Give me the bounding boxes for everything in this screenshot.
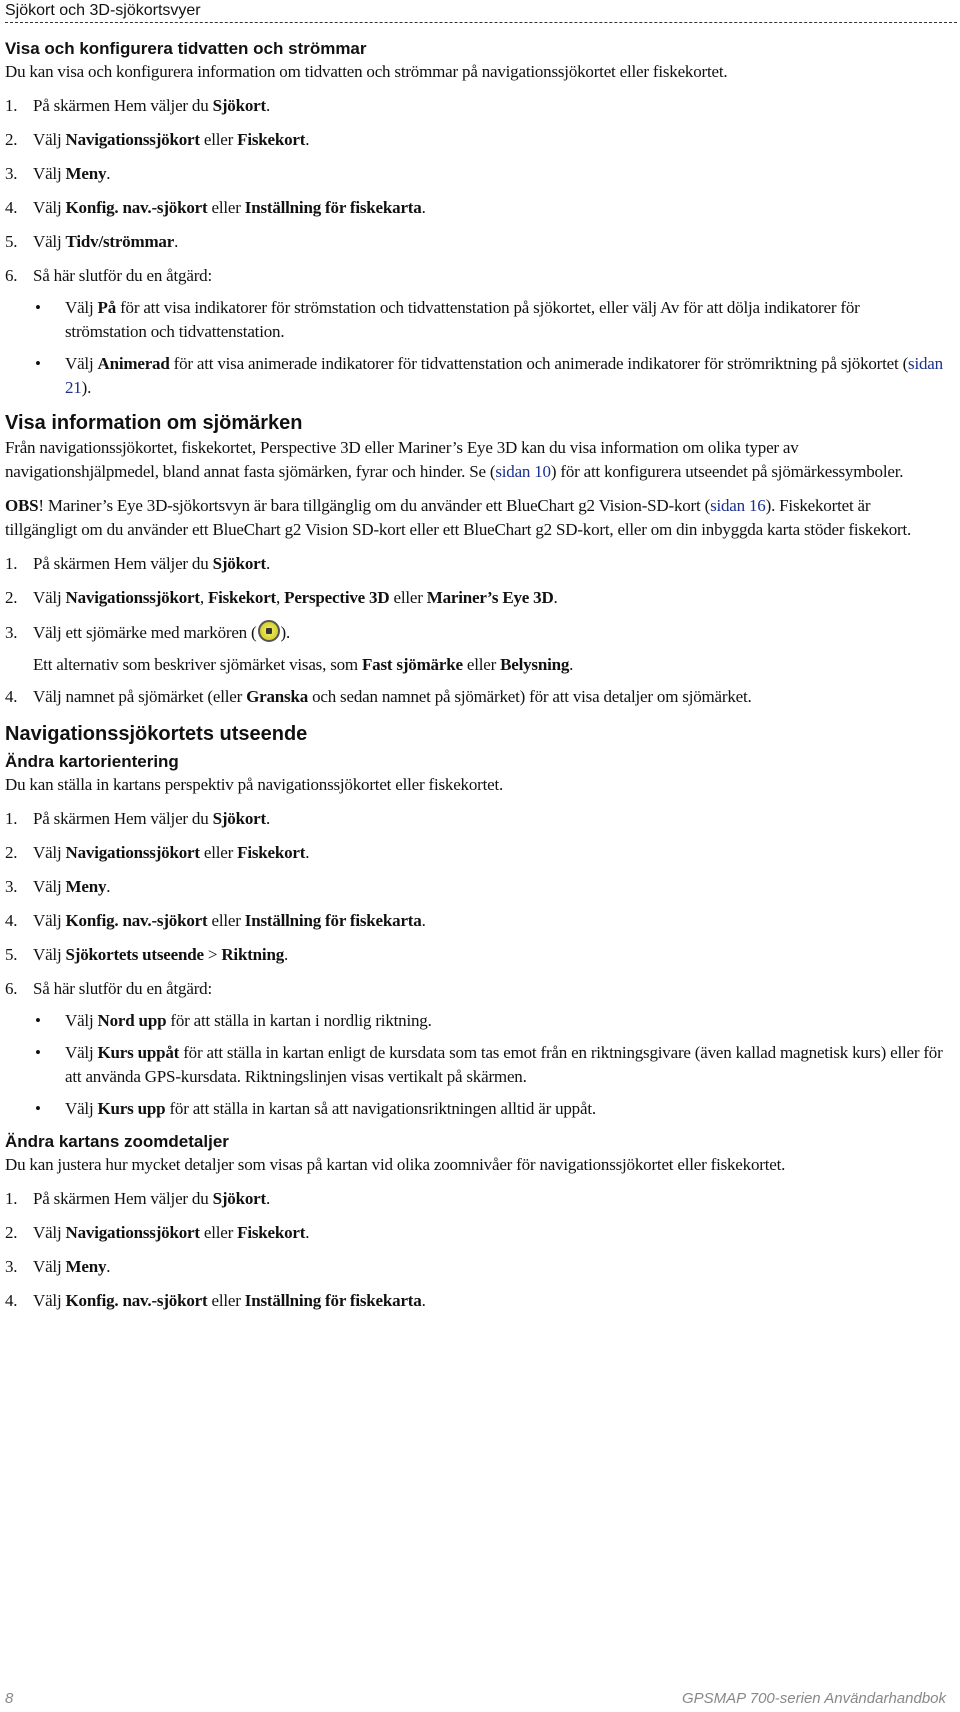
page-header bbox=[5, 0, 957, 24]
section-intro: Du kan ställa in kartans perspektiv på navigationssjökortet eller fiskekortet. bbox=[5, 775, 504, 794]
section-heading: Visa och konfigurera tidvatten och strömmar bbox=[5, 39, 367, 58]
section-intro: Du kan justera hur mycket detaljer som visas på kartan vid olika zoomnivåer för navigationssjökortet eller fiskekortet. bbox=[5, 1155, 786, 1174]
step-item: 5. Välj Tidv/strömmar. bbox=[5, 232, 179, 251]
note-paragraph: OBS! Mariner’s Eye 3D-sjökortsvyn är bara tillgänglig om du använder ett BlueChart g2 Vision-SD-kort (sidan 16). Fiskekortet är tillgängligt om du använder ett BlueChart g2 Vision SD-kort eller ett BlueChart g2 SD-kort, eller om din inbyggda karta stöder fiskekort. bbox=[5, 496, 912, 539]
step-item: 1. På skärmen Hem väljer du Sjökort. bbox=[5, 554, 271, 573]
header-divider bbox=[5, 22, 957, 23]
bullet-item: • Välj Kurs upp för att ställa in kartan så att navigationsriktningen alltid är uppåt. bbox=[35, 1099, 596, 1118]
bullet-item: • Välj Animerad för att visa animerade indikatorer för tidvattenstation och animerade indikatorer för strömriktning på sjökortet (sidan 21). bbox=[35, 354, 943, 397]
note-label: OBS bbox=[5, 496, 39, 515]
bullet-item: • Välj Nord upp för att ställa in kartan i nordlig riktning. bbox=[35, 1011, 432, 1030]
step-item: 4. Välj Konfig. nav.-sjökort eller Inställning för fiskekarta. bbox=[5, 911, 426, 930]
step-item: 2. Välj Navigationssjökort eller Fiskekort. bbox=[5, 130, 310, 149]
step-item: 2. Välj Navigationssjökort eller Fiskekort. bbox=[5, 1223, 310, 1242]
subsection-heading: Ändra kartorientering bbox=[5, 752, 179, 771]
page-link[interactable]: sidan 10 bbox=[495, 462, 551, 481]
step-list bbox=[5, 552, 945, 709]
page-content bbox=[5, 38, 945, 1313]
section-intro: Du kan visa och konfigurera information om tidvatten och strömmar på navigationssjökortet eller fiskekortet. bbox=[5, 62, 728, 81]
step-item: 3. Välj Meny. bbox=[5, 1257, 111, 1276]
step-note: Ett alternativ som beskriver sjömärket visas, som Fast sjömärke eller Belysning. bbox=[33, 655, 574, 674]
step-item: 1. På skärmen Hem väljer du Sjökort. bbox=[5, 96, 271, 115]
step-item: 3. Välj ett sjömärke med markören ( ). bbox=[5, 620, 945, 645]
section-heading: Navigationssjökortets utseende bbox=[5, 723, 308, 745]
step-item: 1. På skärmen Hem väljer du Sjökort. bbox=[5, 809, 271, 828]
step-list bbox=[5, 94, 945, 288]
subsection-heading: Ändra kartans zoomdetaljer bbox=[5, 1132, 229, 1151]
bullet-item: • Välj På för att visa indikatorer för strömstation och tidvattenstation på sjökortet, eller välj Av för att dölja indikatorer för strömstation och tidvattenstation. bbox=[35, 298, 860, 341]
step-item: 1. På skärmen Hem väljer du Sjökort. bbox=[5, 1189, 271, 1208]
bullet-item: • Välj Kurs uppåt för att ställa in kartan enligt de kursdata som tas emot från en riktningsgivare (även kallad magnetisk kurs) eller för att använda GPS-kursdata. Riktningslinjen visas vertikalt på skärmen. bbox=[35, 1043, 943, 1086]
page-link[interactable]: sidan 16 bbox=[710, 496, 766, 515]
step-item: 4. Välj Konfig. nav.-sjökort eller Inställning för fiskekarta. bbox=[5, 1291, 426, 1310]
page-link[interactable]: sidan 21 bbox=[65, 354, 943, 397]
step-item: 6. Så här slutför du en åtgärd: bbox=[5, 266, 212, 285]
header-title: Sjökort och 3D-sjökortsvyer bbox=[5, 2, 201, 19]
step-item: 3. Välj Meny. bbox=[5, 877, 111, 896]
step-item: 4. Välj Konfig. nav.-sjökort eller Inställning för fiskekarta. bbox=[5, 198, 426, 217]
step-item: 5. Välj Sjökortets utseende > Riktning. bbox=[5, 945, 289, 964]
step-item: 2. Välj Navigationssjökort eller Fiskekort. bbox=[5, 843, 310, 862]
step-item: 6. Så här slutför du en åtgärd: bbox=[5, 979, 212, 998]
step-list bbox=[5, 1187, 945, 1313]
section-heading: Visa information om sjömärken bbox=[5, 412, 303, 434]
section-intro: Från navigationssjökortet, fiskekortet, Perspective 3D eller Mariner’s Eye 3D kan du visa information om olika typer av navigationshjälpmedel, bland annat fasta sjömärken, fyrar och hinder. Se (sidan 10) för att konfigurera utseendet på sjömärkessymboler. bbox=[5, 438, 904, 481]
step-item: 4. Välj namnet på sjömärket (eller Granska och sedan namnet på sjömärket) för att visa detaljer om sjömärket. bbox=[5, 687, 752, 706]
manual-title: GPSMAP 700-serien Användarhandbok bbox=[681, 1690, 946, 1707]
page-number: 8 bbox=[5, 1690, 14, 1707]
step-item: 2. Välj Navigationssjökort, Fiskekort, Perspective 3D eller Mariner’s Eye 3D. bbox=[5, 588, 558, 607]
chart-cursor-icon bbox=[258, 620, 280, 642]
step-item: 3. Välj Meny. bbox=[5, 164, 111, 183]
step-list bbox=[5, 807, 945, 1001]
